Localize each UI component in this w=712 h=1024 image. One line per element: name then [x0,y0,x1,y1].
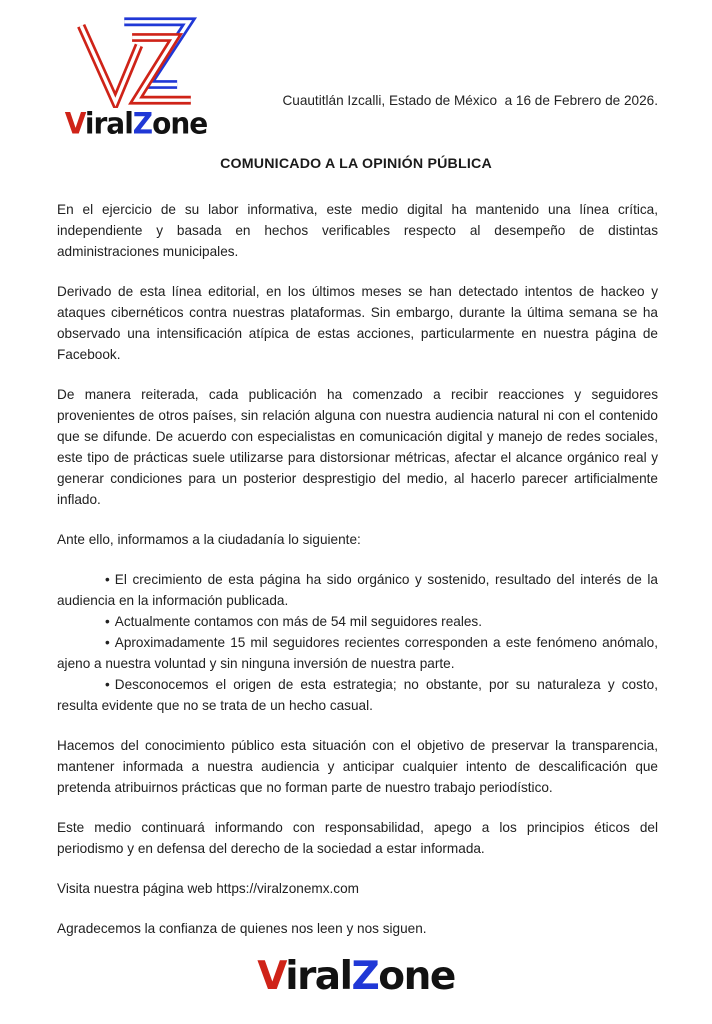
bullet-item [57,569,658,611]
bullet-text: Desconocemos el origen de esta estrategia; no obstante, por su naturaleza y costo, resulta evidente que no se trata de un hecho casual. [57,677,658,713]
viralzone-wordmark [58,106,214,141]
paragraph-thanks: Agradecemos la confianza de quienes nos leen y nos siguen. [57,921,427,936]
bullet-text: Actualmente contamos con más de 54 mil seguidores reales. [114,614,482,629]
wordmark-letter-v: V [257,954,286,999]
wordmark-letter-v: V [64,106,85,141]
bullet-icon: • [105,677,110,692]
website-line [57,878,658,899]
dateline: Cuautitlán Izcalli, Estado de México a 16 de Febrero de 2026. [282,93,658,108]
bullet-item [57,632,658,674]
bullet-text: El crecimiento de esta página ha sido orgánico y sostenido, resultado del interés de la audiencia en la información publicada. [57,572,658,608]
paragraph-lead-in: Ante ello, informamos a la ciudadanía lo siguiente: [57,532,361,547]
paragraph-intro: En el ejercicio de su labor informativa, este medio digital ha mantenido una línea crítica, independiente y basada en hechos verificables respecto al desempeño de distintas administraciones municipales. [57,202,658,259]
document-body [57,199,658,958]
bullet-list [57,569,658,716]
wordmark-letters-one: one [152,106,208,141]
viralzone-logo [58,14,214,141]
bullet-icon: • [105,614,110,629]
wordmark-letter-z: Z [351,954,379,999]
paragraph-transparency: Hacemos del conocimiento público esta situación con el objetivo de preservar la transparencia, mantener informada a nuestra audiencia y anticipar cualquier intento de descalificación que pretenda atribuirnos prácticas que no forman parte de nuestro trabajo periodístico. [57,738,658,795]
paragraph-commitment: Este medio continuará informando con responsabilidad, apego a los principios éticos del periodismo y en defensa del derecho de la sociedad a estar informada. [57,820,658,856]
wordmark-letters-iral: iral [84,106,133,141]
paragraph-editorial: Derivado de esta línea editorial, en los últimos meses se han detectado intentos de hackeo y ataques cibernéticos contra nuestras plataformas. Sin embargo, durante la última semana se ha observado una intensificación atípica de estas acciones, particularmente en nuestra página de Facebook. [57,284,658,362]
paragraph-anomaly: De manera reiterada, cada publicación ha comenzado a recibir reacciones y seguidores provenientes de otros países, sin relación alguna con nuestra audiencia natural ni con el contenido que se difunde. De acuerdo con especialistas en comunicación digital y manejo de redes sociales, este tipo de prácticas suele utilizarse para distorsionar métricas, afectar el alcance orgánico real y generar condiciones para un posterior desprestigio del medio, al hacerlo parecer artificialmente inflado. [57,387,658,507]
bullet-item [57,611,658,632]
website-link[interactable]: https://viralzonemx.com [216,881,359,896]
wordmark-letter-z: Z [132,106,153,141]
wordmark-letters-iral: iral [285,954,352,999]
bullet-item [57,674,658,716]
website-prefix: Visita nuestra página web [57,881,217,896]
wordmark-letters-one: one [378,954,455,999]
viralzone-footer-wordmark [257,954,455,999]
bullet-icon: • [105,635,110,650]
bullet-text: Aproximadamente 15 mil seguidores recientes corresponden a este fenómeno anómalo, ajeno a nuestra voluntad y sin ninguna inversión de nuestra parte. [57,635,658,671]
bullet-icon: • [105,572,110,587]
document-title: COMUNICADO A LA OPINIÓN PÚBLICA [220,156,492,172]
viralzone-footer-logo [0,954,712,999]
